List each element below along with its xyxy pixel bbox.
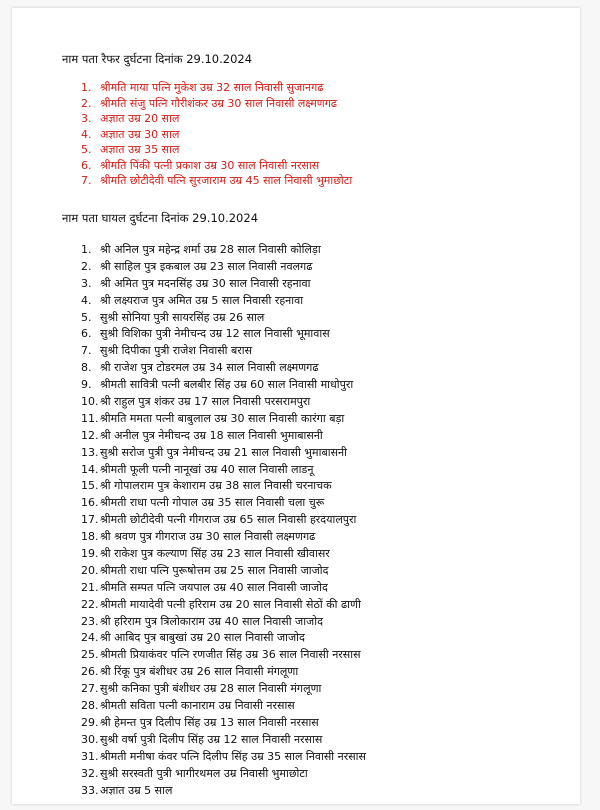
list-item xyxy=(81,310,366,327)
list-item xyxy=(81,326,366,343)
item-number: 9. xyxy=(81,378,92,392)
item-number: 2. xyxy=(81,259,92,273)
list-item xyxy=(81,664,366,681)
list-item xyxy=(81,715,366,732)
item-number: 33. xyxy=(81,783,99,797)
item-number: 31. xyxy=(81,749,99,763)
item-number: 25. xyxy=(81,648,99,662)
item-number: 3. xyxy=(81,112,92,125)
list-item xyxy=(81,377,366,394)
item-text: अज्ञात उम्र 5 साल xyxy=(100,783,173,797)
list-item xyxy=(81,343,366,360)
list-item xyxy=(81,512,366,529)
list-item xyxy=(81,478,366,495)
item-number: 14. xyxy=(81,462,99,476)
item-text: श्री श्रवण पुत्र गीगराज उम्र 30 साल निवासी लक्ष्मणगढ xyxy=(100,530,316,544)
item-text: श्री राकेश पुत्र कल्याण सिंह उम्र 23 साल निवासी खीवासर xyxy=(100,547,330,561)
item-number: 1. xyxy=(81,243,92,256)
list-item xyxy=(81,495,366,512)
item-number: 24. xyxy=(81,631,99,645)
item-number: 29. xyxy=(81,715,99,729)
list-item xyxy=(81,394,366,411)
item-number: 13. xyxy=(81,445,99,459)
item-text: श्रीमती मायादेवी पत्नी हरिराम उम्र 20 साल निवासी सेठों की ढाणी xyxy=(100,597,361,611)
list-item xyxy=(81,142,352,158)
injured-list xyxy=(81,242,366,799)
item-text: श्रीमति छोटीदेवी पत्नि सुरजाराम उम्र 45 साल निवासी भुमाछोटा xyxy=(100,174,353,187)
item-text: सुश्री कनिका पुत्री बंशीधर उम्र 28 साल निवासी मंगलूणा xyxy=(100,682,322,696)
item-text: श्री गोपालराम पुत्र केशाराम उम्र 38 साल निवासी चरनाचक xyxy=(100,479,332,493)
item-number: 18. xyxy=(81,530,99,544)
item-text: श्रीमति पिंकी पत्नी प्रकाश उम्र 30 साल निवासी नरसास xyxy=(100,158,320,172)
item-text: श्रीमती प्रियाकंवर पत्नि रणजीत सिंह उम्र 36 साल निवासी नरसास xyxy=(100,648,361,662)
list-item xyxy=(81,580,366,597)
item-text: श्री राजेश पुत्र टोडरमल उम्र 34 साल निवासी लक्ष्मणगढ xyxy=(100,361,319,375)
item-text: अज्ञात उम्र 20 साल xyxy=(100,112,180,125)
item-text: श्री हेमन्त पुत्र दिलीप सिंह उम्र 13 साल निवासी नरसास xyxy=(100,715,319,729)
item-text: श्रीमती राधा पत्नी गोपाल उम्र 35 साल निवासी चला चुरू xyxy=(100,496,325,510)
item-number: 6. xyxy=(81,327,92,341)
list-item xyxy=(81,259,366,276)
rafer-heading: नाम पता रैफर दुर्घटना दिनांक 29.10.2024 xyxy=(62,52,253,66)
item-number: 26. xyxy=(81,665,99,679)
item-text: श्रीमती सविता पत्नी कानाराम उम्र निवासी नरसास xyxy=(100,699,295,713)
list-item xyxy=(81,698,366,715)
item-number: 17. xyxy=(81,513,99,527)
item-text: श्री अमित पुत्र मदनसिंह उम्र 30 साल निवासी रहनावा xyxy=(100,276,311,290)
item-text: श्रीमती मनीषा कंवर पत्नि दिलीप सिंह उम्र 35 साल निवासी नरसास xyxy=(100,749,366,763)
item-number: 5. xyxy=(81,143,92,156)
list-item xyxy=(81,563,366,580)
list-item xyxy=(81,749,366,766)
item-number: 11. xyxy=(81,411,99,425)
list-item xyxy=(81,158,352,174)
item-number: 3. xyxy=(81,276,92,290)
item-number: 21. xyxy=(81,580,99,594)
list-item xyxy=(81,630,366,647)
list-item xyxy=(81,293,366,310)
item-text: श्री अनिल पुत्र महेन्द्र शर्मा उम्र 28 साल निवासी कोलिड़ा xyxy=(100,243,321,256)
list-item xyxy=(81,276,366,293)
item-text: श्री साहिल पुत्र इकबाल उम्र 23 साल निवासी नवलगढ xyxy=(100,259,313,273)
list-item xyxy=(81,546,366,563)
item-text: श्री अनील पुत्र नेमीचन्द उम्र 18 साल निवासी भुमाबासनी xyxy=(100,428,323,442)
list-item xyxy=(81,614,366,631)
item-number: 8. xyxy=(81,361,92,375)
item-text: सुश्री दिपीका पुत्री राजेश निवासी बरास xyxy=(100,344,253,358)
item-number: 16. xyxy=(81,496,99,510)
list-item xyxy=(81,462,366,479)
list-item xyxy=(81,80,352,96)
item-text: श्री रिंकू पुत्र बंशीधर उम्र 26 साल निवासी मंगलूणा xyxy=(100,665,299,679)
item-number: 30. xyxy=(81,732,99,746)
item-text: सुश्री सरोज पुत्री पुत्र नेमीचन्द उम्र 21 साल निवासी भुमाबासनी xyxy=(100,445,347,459)
item-number: 23. xyxy=(81,614,99,628)
item-text: श्रीमती सावित्री पत्नी बलबीर सिंह उम्र 60 साल निवासी माधोपुरा xyxy=(100,378,354,392)
rafer-list xyxy=(81,80,352,189)
item-number: 27. xyxy=(81,682,99,696)
item-number: 20. xyxy=(81,563,99,577)
document-page xyxy=(12,8,580,804)
item-number: 32. xyxy=(81,766,99,780)
item-text: अज्ञात उम्र 35 साल xyxy=(100,143,180,156)
item-text: श्री लक्ष्यराज पुत्र अमित उम्र 5 साल निवासी रहनावा xyxy=(100,293,304,307)
list-item xyxy=(81,681,366,698)
list-item xyxy=(81,445,366,462)
item-text: श्रीमति संजु पत्नि गौरीशंकर उम्र 30 साल निवासी लक्ष्मणगढ xyxy=(100,96,338,110)
item-number: 19. xyxy=(81,547,99,561)
item-text: श्रीमति सम्पत पत्नि जयपाल उम्र 40 साल निवासी जाजोद xyxy=(100,580,328,594)
item-number: 28. xyxy=(81,699,99,713)
item-text: श्री राहुल पुत्र शंकर उम्र 17 साल निवासी परसरामपुरा xyxy=(100,395,311,409)
list-item xyxy=(81,242,366,259)
item-text: श्रीमती फूली पत्नी नानूखां उम्र 40 साल निवासी लाडनू xyxy=(100,462,314,476)
item-text: सुश्री विशिका पुत्री नेमीचन्द उम्र 12 साल निवासी भूमावास xyxy=(100,327,330,341)
list-item xyxy=(81,173,352,189)
item-number: 2. xyxy=(81,96,92,110)
item-text: श्रीमती राधा पत्नि पुरूषोत्तम उम्र 25 साल निवासी जाजोद xyxy=(100,563,329,577)
list-item xyxy=(81,597,366,614)
item-text: अज्ञात उम्र 30 साल xyxy=(100,127,180,141)
list-item xyxy=(81,360,366,377)
item-number: 4. xyxy=(81,293,92,307)
item-number: 5. xyxy=(81,310,92,324)
list-item xyxy=(81,732,366,749)
list-item xyxy=(81,96,352,112)
item-number: 12. xyxy=(81,428,99,442)
list-item xyxy=(81,647,366,664)
item-text: सुश्री सोनिया पुत्री सायरसिंह उम्र 26 साल xyxy=(100,310,265,324)
item-text: श्रीमती छोटीदेवी पत्नी गीगराज उम्र 65 साल निवासी हरदयालपुरा xyxy=(100,513,357,527)
item-text: सुश्री सरस्वती पुत्री भागीरथमल उम्र निवासी भुमाछोटा xyxy=(100,766,308,780)
item-text: श्रीमति माया पत्नि मुकेश उम्र 32 साल निवासी सुजानगढ xyxy=(100,81,324,94)
item-number: 15. xyxy=(81,479,99,493)
list-item xyxy=(81,766,366,783)
item-text: श्रीमति ममता पत्नी बाबुलाल उम्र 30 साल निवासी कारंगा बड़ा xyxy=(100,411,345,425)
item-text: श्री हरिराम पुत्र त्रिलोकाराम उम्र 40 साल निवासी जाजोद xyxy=(100,614,323,628)
injured-heading: नाम पता घायल दुर्घटना दिनांक 29.10.2024 xyxy=(62,211,259,225)
item-number: 4. xyxy=(81,127,92,141)
list-item xyxy=(81,428,366,445)
item-text: सुश्री वर्षा पुत्री दिलीप सिंह उम्र 12 साल निवासी नरसास xyxy=(100,732,323,746)
list-item xyxy=(81,127,352,143)
item-number: 7. xyxy=(81,344,92,358)
item-number: 22. xyxy=(81,597,99,611)
item-number: 6. xyxy=(81,158,92,172)
item-number: 1. xyxy=(81,81,92,94)
item-text: श्री आबिद पुत्र बाबुखां उम्र 20 साल निवासी जाजोद xyxy=(100,631,305,645)
item-number: 7. xyxy=(81,174,92,187)
list-item xyxy=(81,411,366,428)
item-number: 10. xyxy=(81,395,99,409)
list-item xyxy=(81,529,366,546)
list-item xyxy=(81,783,366,800)
list-item xyxy=(81,111,352,127)
